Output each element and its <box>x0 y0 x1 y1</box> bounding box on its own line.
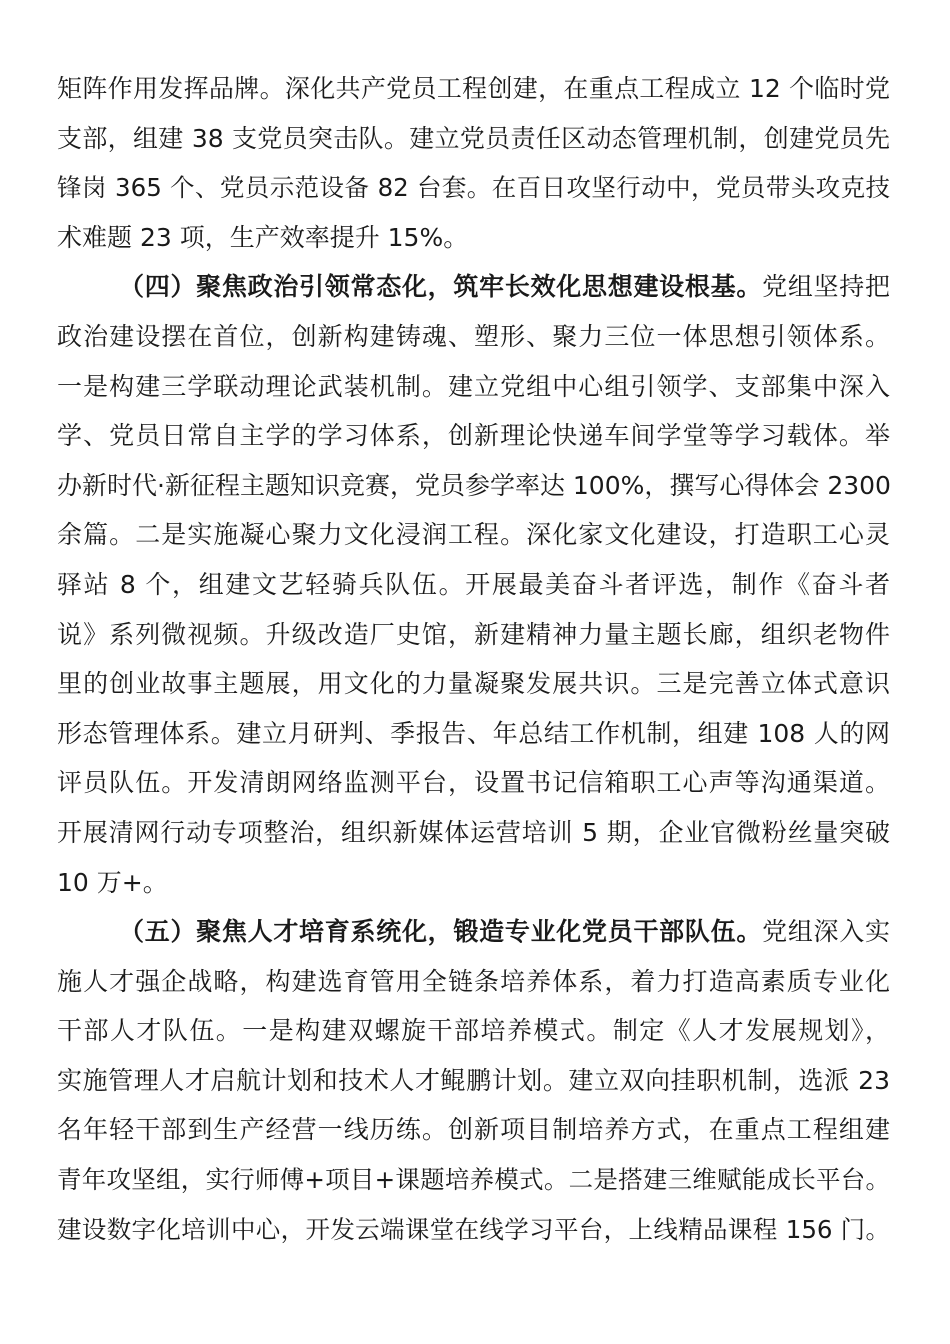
document-body <box>57 64 890 1254</box>
text-line: 评员队伍。开发清朗网络监测平台，设置书记信箱职工心声等沟通渠道。 <box>57 768 890 798</box>
text-line: 办新时代·新征程主题知识竞赛，党员参学率达 100%，撰写心得体会 2300 <box>57 470 891 500</box>
text-line: 10 万+。 <box>57 867 168 897</box>
text-line: 形态管理体系。建立月研判、季报告、年总结工作机制，组建 108 人的网 <box>57 718 890 748</box>
text-line: 学、党员日常自主学的学习体系，创新理论快递车间学堂等学习载体。举 <box>57 421 890 451</box>
section-heading-line-4 <box>57 262 890 312</box>
text-line: 一是构建三学联动理论武装机制。建立党组中心组引领学、支部集中深入 <box>57 371 890 401</box>
text-run: 党组深入实 <box>762 917 890 947</box>
text-line: 说》系列微视频。升级改造厂史馆，新建精神力量主题长廊，组织老物件 <box>57 619 890 649</box>
text-line: 支部，组建 38 支党员突击队。建立党员责任区动态管理机制，创建党员先 <box>57 123 890 153</box>
text-line: 驿站 8 个，组建文艺轻骑兵队伍。开展最美奋斗者评选，制作《奋斗者 <box>57 569 890 599</box>
section-heading-5: （五）聚焦人才培育系统化，锻造专业化党员干部队伍。 <box>119 917 763 947</box>
section-heading-line-5 <box>57 907 890 957</box>
section-heading-4: （四）聚焦政治引领常态化，筑牢长效化思想建设根基。 <box>119 272 763 302</box>
text-line: 术难题 23 项，生产效率提升 15%。 <box>57 222 469 252</box>
text-line: 开展清网行动专项整治，组织新媒体运营培训 5 期，企业官微粉丝量突破 <box>57 817 890 847</box>
text-line: 青年攻坚组，实行师傅+项目+课题培养模式。二是搭建三维赋能成长平台。 <box>57 1165 890 1195</box>
text-line: 锋岗 365 个、党员示范设备 82 台套。在百日攻坚行动中，党员带头攻克技 <box>57 173 890 203</box>
text-line: 实施管理人才启航计划和技术人才鲲鹏计划。建立双向挂职机制，选派 23 <box>57 1065 890 1095</box>
text-line: 名年轻干部到生产经营一线历练。创新项目制培养方式，在重点工程组建 <box>57 1115 890 1145</box>
text-line: 政治建设摆在首位，创新构建铸魂、塑形、聚力三位一体思想引领体系。 <box>57 321 890 351</box>
text-line: 施人才强企战略，构建选育管用全链条培养体系，着力打造高素质专业化 <box>57 966 890 996</box>
text-line: 建设数字化培训中心，开发云端课堂在线学习平台，上线精品课程 156 门。 <box>57 1214 890 1244</box>
text-run: 党组坚持把 <box>762 272 890 302</box>
text-line: 矩阵作用发挥品牌。深化共产党员工程创建，在重点工程成立 12 个临时党 <box>57 74 890 103</box>
text-line: 里的创业故事主题展，用文化的力量凝聚发展共识。三是完善立体式意识 <box>57 669 890 699</box>
text-line: 余篇。二是实施凝心聚力文化浸润工程。深化家文化建设，打造职工心灵 <box>57 520 890 550</box>
text-line: 干部人才队伍。一是构建双螺旋干部培养模式。制定《人才发展规划》， <box>57 1016 890 1046</box>
